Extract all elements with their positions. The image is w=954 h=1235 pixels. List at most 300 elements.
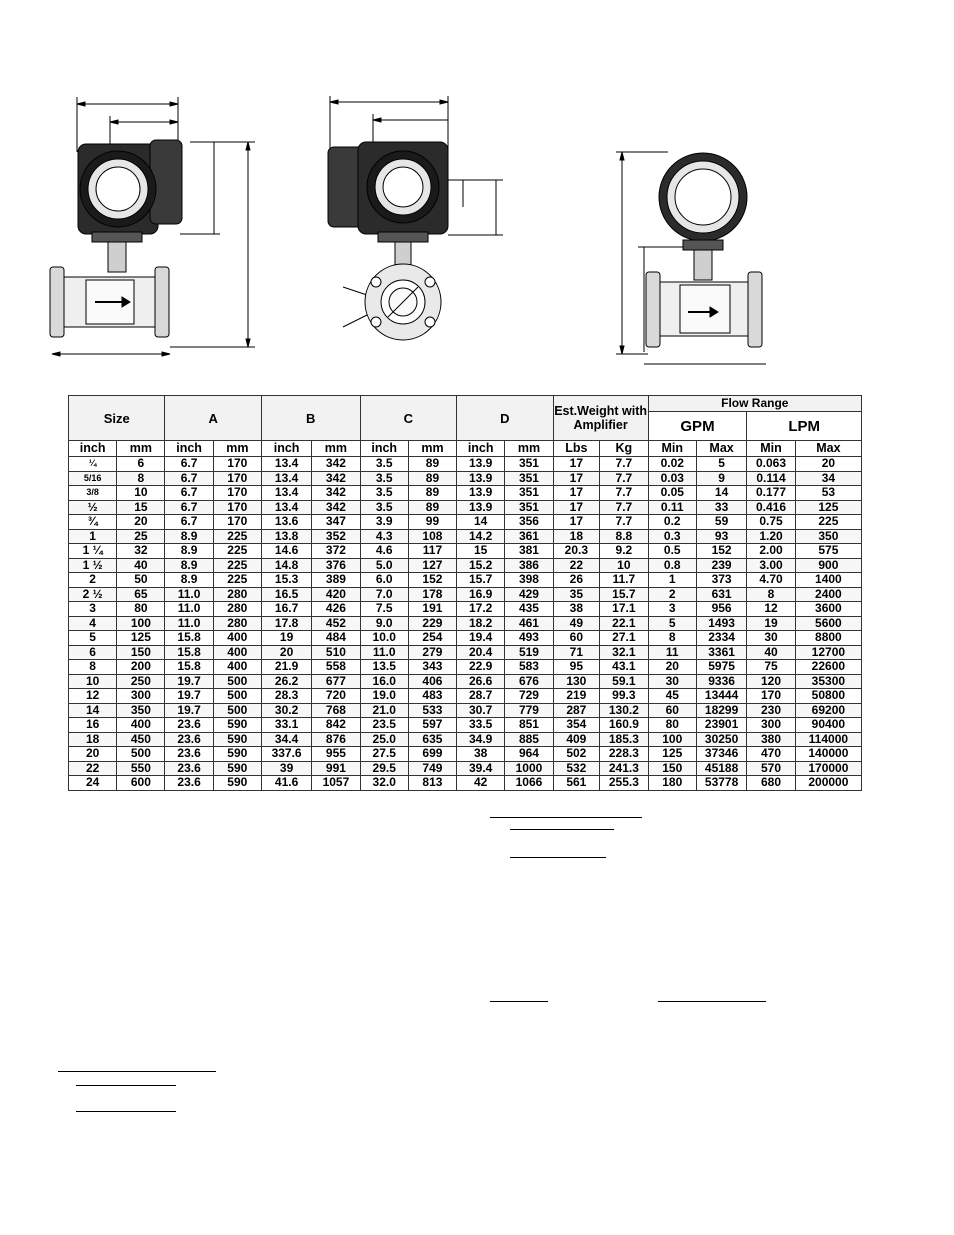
table-cell: 631 [696, 587, 746, 602]
unit-header: mm [408, 441, 456, 457]
table-cell: 15.8 [165, 631, 213, 646]
table-cell: 10 [69, 674, 117, 689]
table-cell: 10.0 [360, 631, 408, 646]
table-cell: 95 [553, 660, 599, 675]
table-cell: 3 [69, 602, 117, 617]
table-cell: 125 [117, 631, 165, 646]
table-cell: 11.0 [165, 616, 213, 631]
table-row [69, 558, 862, 573]
table-cell: 8.9 [165, 573, 213, 588]
table-row [69, 747, 862, 762]
table-cell: 254 [408, 631, 456, 646]
table-cell: 19.7 [165, 674, 213, 689]
table-cell: 452 [312, 616, 360, 631]
table-cell: 6.7 [165, 457, 213, 472]
table-cell: 22 [553, 558, 599, 573]
table-cell: 3.00 [747, 558, 795, 573]
table-cell: ½ [69, 500, 117, 515]
table-cell: 17 [553, 471, 599, 486]
table-cell: 0.2 [648, 515, 696, 530]
unit-header: inch [261, 441, 311, 457]
table-cell: 15.3 [261, 573, 311, 588]
table-cell: 500 [117, 747, 165, 762]
table-row [69, 631, 862, 646]
table-cell: 89 [408, 500, 456, 515]
unit-header: Max [696, 441, 746, 457]
table-cell: 380 [747, 732, 795, 747]
table-cell: 22600 [795, 660, 861, 675]
table-cell: 0.05 [648, 486, 696, 501]
table-cell: 5 [696, 457, 746, 472]
table-cell: 130 [553, 674, 599, 689]
table-cell: 590 [213, 718, 261, 733]
table-cell: 13.4 [261, 471, 311, 486]
table-cell: 0.75 [747, 515, 795, 530]
table-cell: 60 [553, 631, 599, 646]
table-cell: 170000 [795, 761, 861, 776]
table-cell: 185.3 [600, 732, 649, 747]
table-cell: 450 [117, 732, 165, 747]
table-cell: 14.8 [261, 558, 311, 573]
table-cell: 38 [553, 602, 599, 617]
table-cell: 6.0 [360, 573, 408, 588]
table-row [69, 457, 862, 472]
c-header: C [360, 396, 456, 441]
table-cell: 842 [312, 718, 360, 733]
table-cell: 20 [117, 515, 165, 530]
underline [490, 1001, 548, 1002]
table-cell: 590 [213, 732, 261, 747]
table-cell: 400 [117, 718, 165, 733]
unit-header: mm [505, 441, 553, 457]
table-cell: 225 [795, 515, 861, 530]
table-cell: 8.9 [165, 529, 213, 544]
table-cell: 280 [213, 616, 261, 631]
underline [58, 1071, 216, 1072]
table-cell: 15.8 [165, 660, 213, 675]
table-cell: 16.0 [360, 674, 408, 689]
table-cell: 65 [117, 587, 165, 602]
table-cell: 5.0 [360, 558, 408, 573]
underline [490, 817, 642, 818]
table-cell: 125 [648, 747, 696, 762]
table-cell: 12 [69, 689, 117, 704]
table-cell: 964 [505, 747, 553, 762]
table-cell: 43.1 [600, 660, 649, 675]
table-row [69, 689, 862, 704]
table-cell: 32.0 [360, 776, 408, 791]
table-cell: 519 [505, 645, 553, 660]
table-cell: 16.5 [261, 587, 311, 602]
table-cell: 19.0 [360, 689, 408, 704]
d-header: D [457, 396, 554, 441]
table-cell: 561 [553, 776, 599, 791]
table-cell: 7.7 [600, 500, 649, 515]
table-cell: 16.9 [457, 587, 505, 602]
table-cell: 28.7 [457, 689, 505, 704]
table-cell: 35 [553, 587, 599, 602]
table-cell: 20 [648, 660, 696, 675]
table-cell: 17.8 [261, 616, 311, 631]
table-cell: 533 [408, 703, 456, 718]
table-cell: 680 [747, 776, 795, 791]
table-cell: 500 [213, 674, 261, 689]
table-cell: 352 [312, 529, 360, 544]
table-cell: 11.0 [360, 645, 408, 660]
table-cell: 13.8 [261, 529, 311, 544]
table-cell: 2 [69, 573, 117, 588]
table-cell: 15 [457, 544, 505, 559]
table-cell: 45188 [696, 761, 746, 776]
table-cell: 225 [213, 544, 261, 559]
table-cell: 40 [117, 558, 165, 573]
table-row [69, 616, 862, 631]
table-cell: 470 [747, 747, 795, 762]
table-cell: 350 [117, 703, 165, 718]
table-cell: 500 [213, 703, 261, 718]
table-cell: ¼ [69, 457, 117, 472]
table-cell: 0.416 [747, 500, 795, 515]
table-cell: 1000 [505, 761, 553, 776]
table-cell: 13.4 [261, 486, 311, 501]
table-cell: 676 [505, 674, 553, 689]
table-cell: 3 [648, 602, 696, 617]
table-cell: 127 [408, 558, 456, 573]
underline [76, 1085, 176, 1086]
table-cell: 420 [312, 587, 360, 602]
dimensions-table-body [69, 457, 862, 791]
table-cell: 484 [312, 631, 360, 646]
unit-header: inch [69, 441, 117, 457]
table-cell: 350 [795, 529, 861, 544]
table-cell: 3.5 [360, 471, 408, 486]
table-cell: 22.1 [600, 616, 649, 631]
table-cell: 30250 [696, 732, 746, 747]
flowmeter-end-view-drawing [318, 92, 518, 352]
table-cell: 3.9 [360, 515, 408, 530]
table-cell: 200000 [795, 776, 861, 791]
table-row [69, 486, 862, 501]
table-cell: 5975 [696, 660, 746, 675]
table-cell: 347 [312, 515, 360, 530]
table-cell: 12700 [795, 645, 861, 660]
table-cell: 16.7 [261, 602, 311, 617]
table-cell: 5 [648, 616, 696, 631]
table-cell: 170 [747, 689, 795, 704]
table-cell: 14 [457, 515, 505, 530]
table-cell: 2 ½ [69, 587, 117, 602]
unit-header: inch [165, 441, 213, 457]
table-cell: 7.7 [600, 471, 649, 486]
table-cell: 342 [312, 457, 360, 472]
table-cell: 729 [505, 689, 553, 704]
table-cell: 30 [747, 631, 795, 646]
table-cell: 8 [747, 587, 795, 602]
table-cell: 99 [408, 515, 456, 530]
table-cell: 337.6 [261, 747, 311, 762]
table-cell: 885 [505, 732, 553, 747]
table-cell: 19.7 [165, 689, 213, 704]
table-cell: 16 [69, 718, 117, 733]
table-cell: 3600 [795, 602, 861, 617]
table-cell: 354 [553, 718, 599, 733]
table-cell: 17.2 [457, 602, 505, 617]
a-header: A [165, 396, 261, 441]
table-cell: 71 [553, 645, 599, 660]
table-cell: 13.9 [457, 471, 505, 486]
table-cell: 1 [648, 573, 696, 588]
table-cell: 575 [795, 544, 861, 559]
table-cell: 300 [117, 689, 165, 704]
table-cell: 23.6 [165, 718, 213, 733]
table-cell: 0.3 [648, 529, 696, 544]
table-cell: 13.4 [261, 500, 311, 515]
table-cell: 2 [648, 587, 696, 602]
table-cell: 590 [213, 761, 261, 776]
table-cell: 15.2 [457, 558, 505, 573]
table-cell: 342 [312, 486, 360, 501]
table-cell: 351 [505, 500, 553, 515]
table-row [69, 718, 862, 733]
table-cell: 6.7 [165, 515, 213, 530]
table-cell: 0.11 [648, 500, 696, 515]
table-cell: 6 [69, 645, 117, 660]
table-cell: 7.7 [600, 486, 649, 501]
table-cell: 376 [312, 558, 360, 573]
table-cell: 8 [648, 631, 696, 646]
table-cell: 17 [553, 486, 599, 501]
table-cell: 23.6 [165, 732, 213, 747]
table-cell: 18 [69, 732, 117, 747]
table-cell: 14 [696, 486, 746, 501]
unit-header: Max [795, 441, 861, 457]
table-cell: 280 [213, 587, 261, 602]
table-cell: 170 [213, 457, 261, 472]
table-cell: 50 [117, 573, 165, 588]
table-row [69, 761, 862, 776]
table-cell: 13.9 [457, 457, 505, 472]
table-cell: 9.0 [360, 616, 408, 631]
table-cell: 0.8 [648, 558, 696, 573]
table-row [69, 529, 862, 544]
table-cell: 342 [312, 471, 360, 486]
table-cell: 19.7 [165, 703, 213, 718]
table-cell: 32 [117, 544, 165, 559]
table-cell: 813 [408, 776, 456, 791]
table-cell: 41.6 [261, 776, 311, 791]
table-cell: 400 [213, 631, 261, 646]
table-cell: 160.9 [600, 718, 649, 733]
table-cell: 34.4 [261, 732, 311, 747]
table-cell: 26.2 [261, 674, 311, 689]
table-cell: 22 [69, 761, 117, 776]
underline [658, 1001, 766, 1002]
table-cell: 7.7 [600, 515, 649, 530]
size-header: Size [69, 396, 165, 441]
table-cell: 27.5 [360, 747, 408, 762]
flowmeter-side-view-drawing [40, 92, 270, 367]
table-cell: 23901 [696, 718, 746, 733]
table-cell: 461 [505, 616, 553, 631]
table-cell: 19 [747, 616, 795, 631]
table-cell: 24 [69, 776, 117, 791]
table-cell: 93 [696, 529, 746, 544]
table-cell: 18.2 [457, 616, 505, 631]
table-cell: 1 ¼ [69, 544, 117, 559]
table-row [69, 703, 862, 718]
table-cell: 768 [312, 703, 360, 718]
table-cell: 20 [69, 747, 117, 762]
table-cell: 600 [117, 776, 165, 791]
table-cell: 200 [117, 660, 165, 675]
table-cell: 8800 [795, 631, 861, 646]
underline [76, 1111, 176, 1112]
table-cell: 100 [648, 732, 696, 747]
table-cell: 120 [747, 674, 795, 689]
table-cell: 372 [312, 544, 360, 559]
table-cell: 7.7 [600, 457, 649, 472]
table-cell: 99.3 [600, 689, 649, 704]
table-cell: 0.114 [747, 471, 795, 486]
table-cell: 6.7 [165, 471, 213, 486]
table-cell: 1493 [696, 616, 746, 631]
table-cell: 17.1 [600, 602, 649, 617]
table-cell: 1057 [312, 776, 360, 791]
unit-header: inch [360, 441, 408, 457]
table-cell: 381 [505, 544, 553, 559]
table-cell: 29.5 [360, 761, 408, 776]
table-cell: 15.8 [165, 645, 213, 660]
unit-header: inch [457, 441, 505, 457]
table-cell: 150 [117, 645, 165, 660]
table-cell: 287 [553, 703, 599, 718]
table-cell: 361 [505, 529, 553, 544]
table-cell: 255.3 [600, 776, 649, 791]
table-cell: 14 [69, 703, 117, 718]
table-cell: 5/16 [69, 471, 117, 486]
unit-header: mm [312, 441, 360, 457]
weight-header: Est.Weight with Amplifier [553, 396, 648, 441]
unit-header: Min [747, 441, 795, 457]
table-cell: 9336 [696, 674, 746, 689]
table-cell: 89 [408, 457, 456, 472]
table-cell: 851 [505, 718, 553, 733]
table-cell: 991 [312, 761, 360, 776]
b-header: B [261, 396, 360, 441]
table-cell: 89 [408, 471, 456, 486]
table-cell: 11.0 [165, 587, 213, 602]
table-cell: 229 [408, 616, 456, 631]
table-cell: 373 [696, 573, 746, 588]
table-cell: 3.5 [360, 486, 408, 501]
table-cell: 152 [408, 573, 456, 588]
table-row [69, 471, 862, 486]
table-cell: 502 [553, 747, 599, 762]
table-cell: 9.2 [600, 544, 649, 559]
table-cell: 956 [696, 602, 746, 617]
table-cell: 6 [117, 457, 165, 472]
table-row [69, 500, 862, 515]
table-cell: 219 [553, 689, 599, 704]
table-cell: 225 [213, 558, 261, 573]
table-cell: 7.0 [360, 587, 408, 602]
table-cell: 11.7 [600, 573, 649, 588]
table-cell: 130.2 [600, 703, 649, 718]
table-cell: 13444 [696, 689, 746, 704]
table-cell: 25 [117, 529, 165, 544]
table-cell: 493 [505, 631, 553, 646]
table-cell: 0.177 [747, 486, 795, 501]
table-row [69, 573, 862, 588]
table-cell: 1 [69, 529, 117, 544]
table-cell: 25.0 [360, 732, 408, 747]
table-cell: 125 [795, 500, 861, 515]
table-cell: 100 [117, 616, 165, 631]
unit-header: Lbs [553, 441, 599, 457]
table-row [69, 674, 862, 689]
table-group-header-row [69, 396, 862, 412]
table-cell: 225 [213, 573, 261, 588]
table-cell: 6.7 [165, 500, 213, 515]
table-cell: 17 [553, 457, 599, 472]
table-cell: 30 [648, 674, 696, 689]
table-cell: 42 [457, 776, 505, 791]
table-cell: 28.3 [261, 689, 311, 704]
table-cell: 590 [213, 747, 261, 762]
table-cell: 117 [408, 544, 456, 559]
table-cell: 90400 [795, 718, 861, 733]
table-cell: 26.6 [457, 674, 505, 689]
table-cell: 300 [747, 718, 795, 733]
table-cell: 558 [312, 660, 360, 675]
table-cell: 38 [457, 747, 505, 762]
table-row [69, 645, 862, 660]
table-cell: 876 [312, 732, 360, 747]
table-cell: 400 [213, 660, 261, 675]
table-cell: 22.9 [457, 660, 505, 675]
table-cell: 191 [408, 602, 456, 617]
table-cell: 590 [213, 776, 261, 791]
table-cell: 9 [696, 471, 746, 486]
table-cell: 0.063 [747, 457, 795, 472]
table-cell: 49 [553, 616, 599, 631]
table-row [69, 660, 862, 675]
table-row [69, 732, 862, 747]
table-cell: 1.20 [747, 529, 795, 544]
table-cell: 45 [648, 689, 696, 704]
table-cell: 32.1 [600, 645, 649, 660]
table-cell: 140000 [795, 747, 861, 762]
table-cell: 5 [69, 631, 117, 646]
table-cell: 3361 [696, 645, 746, 660]
table-cell: 59.1 [600, 674, 649, 689]
table-cell: 39.4 [457, 761, 505, 776]
table-cell: 20.3 [553, 544, 599, 559]
table-cell: 150 [648, 761, 696, 776]
table-cell: 1400 [795, 573, 861, 588]
table-cell: 37346 [696, 747, 746, 762]
table-cell: 34 [795, 471, 861, 486]
table-cell: 280 [213, 602, 261, 617]
table-cell: 3.5 [360, 500, 408, 515]
table-cell: 170 [213, 471, 261, 486]
table-cell: 170 [213, 515, 261, 530]
table-cell: 779 [505, 703, 553, 718]
table-cell: 23.6 [165, 761, 213, 776]
table-cell: 342 [312, 500, 360, 515]
table-cell: 80 [117, 602, 165, 617]
table-cell: 389 [312, 573, 360, 588]
